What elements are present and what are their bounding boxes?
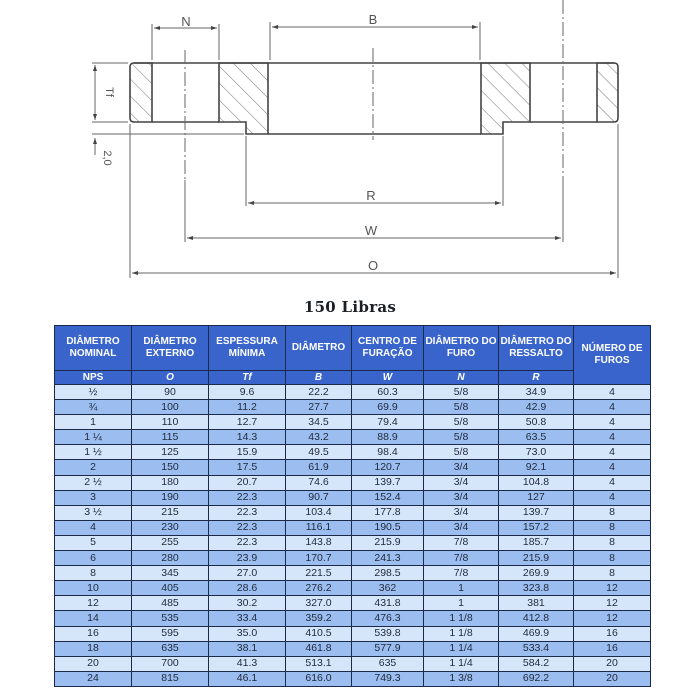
table-cell: 11.2 <box>209 400 286 415</box>
table-cell: 298.5 <box>352 566 424 581</box>
table-cell: 103.4 <box>286 505 352 520</box>
column-symbol-o: O <box>132 371 209 385</box>
table-cell: 431.8 <box>352 596 424 611</box>
table-cell: 73.0 <box>499 445 574 460</box>
table-cell: 16 <box>574 641 651 656</box>
table-row <box>55 460 651 475</box>
table-cell: 20 <box>574 656 651 671</box>
table-cell: 3 <box>55 490 132 505</box>
column-symbol-r: R <box>499 371 574 385</box>
column-header-number-of-holes: NÚMERO DE FUROS <box>574 326 651 385</box>
table-cell: 20 <box>574 671 651 686</box>
page-title: 150 Libras <box>303 298 397 316</box>
table-row <box>55 415 651 430</box>
table-cell: 5 <box>55 535 132 550</box>
table-cell: 16 <box>55 626 132 641</box>
table-cell: 700 <box>132 656 209 671</box>
table-cell: 8 <box>574 566 651 581</box>
table-cell: 190.5 <box>352 520 424 535</box>
table-cell: 42.9 <box>499 400 574 415</box>
table-cell: 359.2 <box>286 611 352 626</box>
table-cell: 33.4 <box>209 611 286 626</box>
table-cell: 276.2 <box>286 581 352 596</box>
table-cell: 22.2 <box>286 385 352 400</box>
table-cell: 221.5 <box>286 566 352 581</box>
dim-label-o: O <box>367 258 379 273</box>
column-header-nominal-diameter: DIÂMETRO NOMINAL <box>55 326 132 371</box>
table-cell: 35.0 <box>209 626 286 641</box>
table-cell: 74.6 <box>286 475 352 490</box>
table-cell: 79.4 <box>352 415 424 430</box>
table-cell: 215.9 <box>352 535 424 550</box>
table-cell: 16 <box>574 626 651 641</box>
table-cell: 15.9 <box>209 445 286 460</box>
table-cell: 43.2 <box>286 430 352 445</box>
table-cell: 115 <box>132 430 209 445</box>
table-cell: 469.9 <box>499 626 574 641</box>
table-row <box>55 445 651 460</box>
table-cell: 4 <box>574 445 651 460</box>
table-row <box>55 671 651 686</box>
table-cell: 1 1/4 <box>424 641 499 656</box>
table-row <box>55 475 651 490</box>
table-cell: 34.9 <box>499 385 574 400</box>
table-cell: 241.3 <box>352 551 424 566</box>
table-cell: 635 <box>132 641 209 656</box>
table-cell: 5/8 <box>424 400 499 415</box>
table-cell: 1 1/8 <box>424 611 499 626</box>
table-cell: 170.7 <box>286 551 352 566</box>
table-cell: 1 <box>55 415 132 430</box>
table-cell: 8 <box>574 520 651 535</box>
table-cell: 12.7 <box>209 415 286 430</box>
table-cell: 4 <box>574 385 651 400</box>
table-cell: 692.2 <box>499 671 574 686</box>
table-cell: 513.1 <box>286 656 352 671</box>
table-cell: 30.2 <box>209 596 286 611</box>
table-row <box>55 505 651 520</box>
table-cell: 22.3 <box>209 505 286 520</box>
table-cell: 4 <box>574 430 651 445</box>
table-cell: 5/8 <box>424 445 499 460</box>
table-cell: 60.3 <box>352 385 424 400</box>
table-cell: 14.3 <box>209 430 286 445</box>
table-cell: 7/8 <box>424 535 499 550</box>
dim-label-raised-face: 2,0 <box>101 150 113 166</box>
table-row <box>55 535 651 550</box>
table-row <box>55 551 651 566</box>
table-cell: 28.6 <box>209 581 286 596</box>
table-cell: 1 <box>424 581 499 596</box>
table-cell: 24 <box>55 671 132 686</box>
table-cell: 3/4 <box>424 520 499 535</box>
column-header-raised-face-diameter: DIÂMETRO DO RESSALTO <box>499 326 574 371</box>
table-cell: 14 <box>55 611 132 626</box>
table-cell: 362 <box>352 581 424 596</box>
table-cell: 255 <box>132 535 209 550</box>
table-cell: 69.9 <box>352 400 424 415</box>
table-cell: 8 <box>574 505 651 520</box>
table-cell: 110 <box>132 415 209 430</box>
table-row <box>55 641 651 656</box>
table-cell: 410.5 <box>286 626 352 641</box>
table-cell: 92.1 <box>499 460 574 475</box>
table-cell: 616.0 <box>286 671 352 686</box>
column-header-external-diameter: DIÂMETRO EXTERNO <box>132 326 209 371</box>
table-cell: 485 <box>132 596 209 611</box>
flange-cross-section-drawing <box>0 0 700 300</box>
table-cell: 22.3 <box>209 520 286 535</box>
table-cell: 139.7 <box>352 475 424 490</box>
table-cell: 749.3 <box>352 671 424 686</box>
table-cell: 405 <box>132 581 209 596</box>
table-cell: 143.8 <box>286 535 352 550</box>
table-cell: ¾ <box>55 400 132 415</box>
table-cell: 5/8 <box>424 385 499 400</box>
column-header-bore-diameter: DIÂMETRO <box>286 326 352 371</box>
table-row <box>55 626 651 641</box>
table-cell: 116.1 <box>286 520 352 535</box>
column-symbol-b: B <box>286 371 352 385</box>
dim-label-n: N <box>181 14 191 29</box>
table-cell: 6 <box>55 551 132 566</box>
table-cell: 269.9 <box>499 566 574 581</box>
table-cell: 3/4 <box>424 490 499 505</box>
table-row <box>55 400 651 415</box>
table-cell: 8 <box>55 566 132 581</box>
table-cell: 1 3/8 <box>424 671 499 686</box>
column-header-min-thickness: ESPESSURA MÍNIMA <box>209 326 286 371</box>
dim-label-w: W <box>364 223 378 238</box>
flange-spec-table <box>54 325 651 687</box>
table-cell: 12 <box>574 581 651 596</box>
table-cell: 22.3 <box>209 490 286 505</box>
table-cell: 1 1/4 <box>424 656 499 671</box>
dim-label-tf: Tf <box>103 87 115 97</box>
table-cell: 127 <box>499 490 574 505</box>
table-row <box>55 520 651 535</box>
table-cell: 8 <box>574 535 651 550</box>
table-cell: 815 <box>132 671 209 686</box>
table-cell: 23.9 <box>209 551 286 566</box>
column-symbol-n: N <box>424 371 499 385</box>
table-cell: 18 <box>55 641 132 656</box>
table-cell: 185.7 <box>499 535 574 550</box>
table-row <box>55 490 651 505</box>
column-symbol-tf: Tf <box>209 371 286 385</box>
table-cell: 27.0 <box>209 566 286 581</box>
table-cell: 100 <box>132 400 209 415</box>
table-cell: 412.8 <box>499 611 574 626</box>
table-cell: 327.0 <box>286 596 352 611</box>
table-cell: 20.7 <box>209 475 286 490</box>
table-cell: 10 <box>55 581 132 596</box>
table-cell: 180 <box>132 475 209 490</box>
table-cell: 4 <box>574 460 651 475</box>
table-cell: 595 <box>132 626 209 641</box>
table-cell: 61.9 <box>286 460 352 475</box>
table-cell: 635 <box>352 656 424 671</box>
table-cell: 12 <box>574 611 651 626</box>
column-header-bolt-circle: CENTRO DE FURAÇÃO <box>352 326 424 371</box>
table-cell: 17.5 <box>209 460 286 475</box>
table-cell: 5/8 <box>424 430 499 445</box>
table-cell: 46.1 <box>209 671 286 686</box>
table-row <box>55 566 651 581</box>
table-cell: 98.4 <box>352 445 424 460</box>
table-cell: 90 <box>132 385 209 400</box>
table-row <box>55 430 651 445</box>
table-cell: 125 <box>132 445 209 460</box>
table-cell: 34.5 <box>286 415 352 430</box>
table-cell: 1 <box>424 596 499 611</box>
table-row <box>55 656 651 671</box>
table-cell: 139.7 <box>499 505 574 520</box>
table-cell: 4 <box>574 415 651 430</box>
table-cell: 3/4 <box>424 475 499 490</box>
table-cell: 461.8 <box>286 641 352 656</box>
table-cell: 41.3 <box>209 656 286 671</box>
table-cell: 49.5 <box>286 445 352 460</box>
column-symbol-nps: NPS <box>55 371 132 385</box>
table-row <box>55 581 651 596</box>
table-cell: 4 <box>574 490 651 505</box>
dim-label-r: R <box>366 188 376 203</box>
table-cell: 2 <box>55 460 132 475</box>
table-cell: 4 <box>574 475 651 490</box>
table-cell: 215 <box>132 505 209 520</box>
table-cell: 27.7 <box>286 400 352 415</box>
table-cell: ½ <box>55 385 132 400</box>
table-cell: 280 <box>132 551 209 566</box>
table-cell: 584.2 <box>499 656 574 671</box>
table-cell: 8 <box>574 551 651 566</box>
table-cell: 4 <box>55 520 132 535</box>
table-row <box>55 596 651 611</box>
table-cell: 3 ½ <box>55 505 132 520</box>
table-cell: 535 <box>132 611 209 626</box>
table-cell: 38.1 <box>209 641 286 656</box>
column-symbol-w: W <box>352 371 424 385</box>
table-cell: 4 <box>574 400 651 415</box>
table-cell: 2 ½ <box>55 475 132 490</box>
table-cell: 104.8 <box>499 475 574 490</box>
table-cell: 9.6 <box>209 385 286 400</box>
table-cell: 1 1/8 <box>424 626 499 641</box>
table-cell: 88.9 <box>352 430 424 445</box>
table-cell: 120.7 <box>352 460 424 475</box>
table-cell: 1 ½ <box>55 445 132 460</box>
table-cell: 63.5 <box>499 430 574 445</box>
table-cell: 230 <box>132 520 209 535</box>
table-cell: 12 <box>574 596 651 611</box>
table-cell: 215.9 <box>499 551 574 566</box>
table-cell: 3/4 <box>424 460 499 475</box>
table-cell: 5/8 <box>424 415 499 430</box>
table-row <box>55 385 651 400</box>
table-cell: 539.8 <box>352 626 424 641</box>
table-cell: 7/8 <box>424 551 499 566</box>
table-cell: 577.9 <box>352 641 424 656</box>
table-cell: 50.8 <box>499 415 574 430</box>
table-row <box>55 611 651 626</box>
table-cell: 157.2 <box>499 520 574 535</box>
table-cell: 20 <box>55 656 132 671</box>
table-cell: 7/8 <box>424 566 499 581</box>
table-body <box>55 385 651 687</box>
table-cell: 12 <box>55 596 132 611</box>
table-cell: 22.3 <box>209 535 286 550</box>
table-cell: 90.7 <box>286 490 352 505</box>
table-cell: 381 <box>499 596 574 611</box>
table-cell: 323.8 <box>499 581 574 596</box>
table-cell: 1 ¼ <box>55 430 132 445</box>
table-cell: 150 <box>132 460 209 475</box>
table-cell: 533.4 <box>499 641 574 656</box>
dim-label-b: B <box>368 12 378 27</box>
table-cell: 190 <box>132 490 209 505</box>
table-cell: 345 <box>132 566 209 581</box>
table-cell: 476.3 <box>352 611 424 626</box>
table-cell: 3/4 <box>424 505 499 520</box>
table-cell: 177.8 <box>352 505 424 520</box>
column-header-hole-diameter: DIÂMETRO DO FURO <box>424 326 499 371</box>
table-cell: 152.4 <box>352 490 424 505</box>
